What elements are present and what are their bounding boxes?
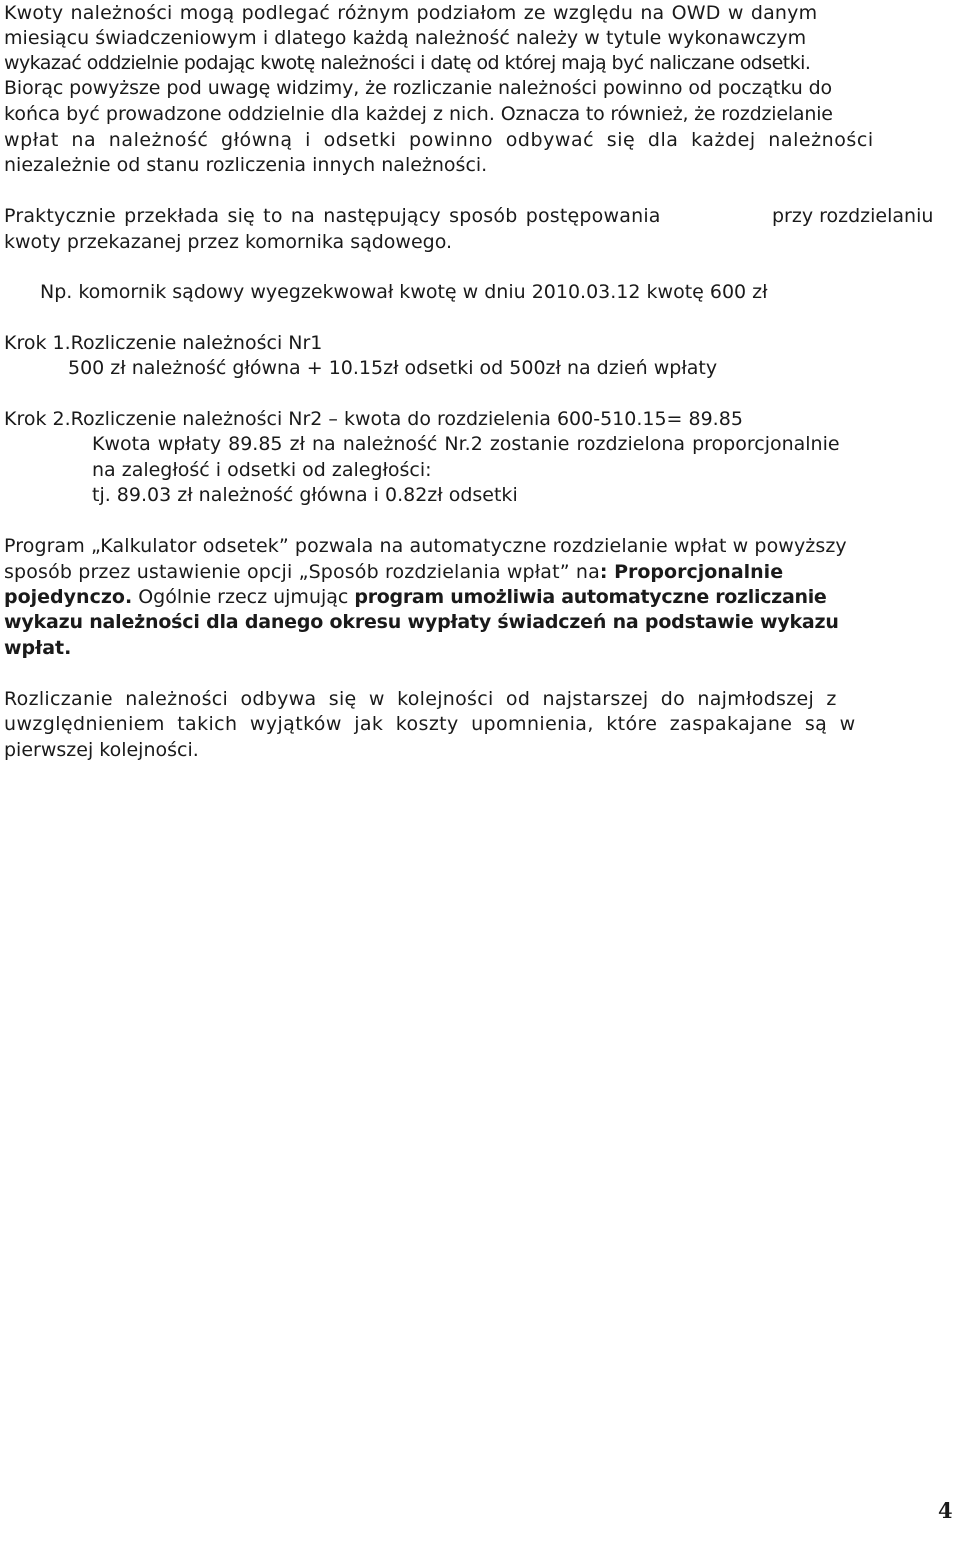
paragraph-1-line-5-part-a: końca być prowadzone oddzielnie dla każdej z nich. [4, 103, 495, 125]
paragraph-3-line-3 [4, 584, 827, 610]
paragraph-2-line-1-right: przy rozdzielaniu [772, 205, 934, 227]
paragraph-3-line-5-text: wpłat. [4, 637, 72, 659]
paragraph-3-line-3-part-c: program umożliwia automatyczne rozliczanie [354, 586, 827, 608]
page-number: 4 [938, 1498, 953, 1523]
paragraph-3-line-4 [4, 609, 839, 635]
step-2-line-3: tj. 89.03 zł należność główna i 0.82zł odsetki [92, 484, 518, 506]
paragraph-2-line-1-part-a: Praktycznie przekłada się to na następujący sposób postępowania [4, 205, 661, 227]
paragraph-1-line-2: miesiącu świadczeniowym i dlatego każdą należność należy w tytule wykonawczym [4, 27, 807, 49]
paragraph-1-line-7: niezależnie od stanu rozliczenia innych należności. [4, 154, 488, 176]
paragraph-3-line-3-part-b: Ogólnie rzecz ujmując [132, 586, 355, 608]
paragraph-1-line-5 [4, 101, 833, 127]
paragraph-3-line-2-part-b: : Proporcjonalnie [599, 561, 784, 583]
paragraph-2-line-1 [4, 203, 661, 229]
paragraph-1-line-5-part-b: Oznacza to również, że rozdzielanie [494, 103, 833, 125]
paragraph-3-line-1: Program „Kalkulator odsetek” pozwala na automatyczne rozdzielanie wpłat w powyższy [4, 535, 847, 557]
paragraph-1-line-4: Biorąc powyższe pod uwagę widzimy, że rozliczanie należności powinno od początku do [4, 77, 833, 99]
step-1-title: Krok 1.Rozliczenie należności Nr1 [4, 332, 323, 354]
step-1-detail: 500 zł należność główna + 10.15zł odsetki od 500zł na dzień wpłaty [68, 357, 718, 379]
step-2-title: Krok 2.Rozliczenie należności Nr2 – kwota do rozdzielenia 600-510.15= 89.85 [4, 408, 743, 430]
paragraph-3-line-3-part-a: pojedynczo. [4, 586, 133, 608]
paragraph-2-line-2: kwoty przekazanej przez komornika sądowego. [4, 231, 453, 253]
example-intro: Np. komornik sądowy wyegzekwował kwotę w dniu 2010.03.12 kwotę 600 zł [40, 281, 768, 303]
paragraph-4-line-1: Rozliczanie należności odbywa się w kolejności od najstarszej do najmłodszej z [4, 688, 837, 710]
paragraph-1-line-3: wykazać oddzielnie podając kwotę należności i datę od której mają być naliczane odsetki. [4, 52, 811, 74]
paragraph-3-line-5 [4, 635, 71, 661]
paragraph-4-line-3: pierwszej kolejności. [4, 739, 199, 761]
paragraph-1-line-1: Kwoty należności mogą podlegać różnym podziałom ze względu na OWD w danym [4, 2, 818, 24]
paragraph-3-line-4-text: wykazu należności dla danego okresu wypłaty świadczeń na podstawie wykazu [4, 611, 839, 633]
step-2-line-1: Kwota wpłaty 89.85 zł na należność Nr.2 zostanie rozdzielona proporcjonalnie [92, 433, 840, 455]
paragraph-4-line-2: uwzględnieniem takich wyjątków jak koszty upomnienia, które zaspakajane są w [4, 713, 856, 735]
step-2-line-2: na zaległość i odsetki od zaległości: [92, 459, 432, 481]
paragraph-3-line-2 [4, 559, 783, 585]
paragraph-1-line-6: wpłat na należność główną i odsetki powinno odbywać się dla każdej należności [4, 129, 874, 151]
paragraph-3-line-2-part-a: sposób przez ustawienie opcji „Sposób rozdzielania wpłat” na [4, 561, 600, 583]
